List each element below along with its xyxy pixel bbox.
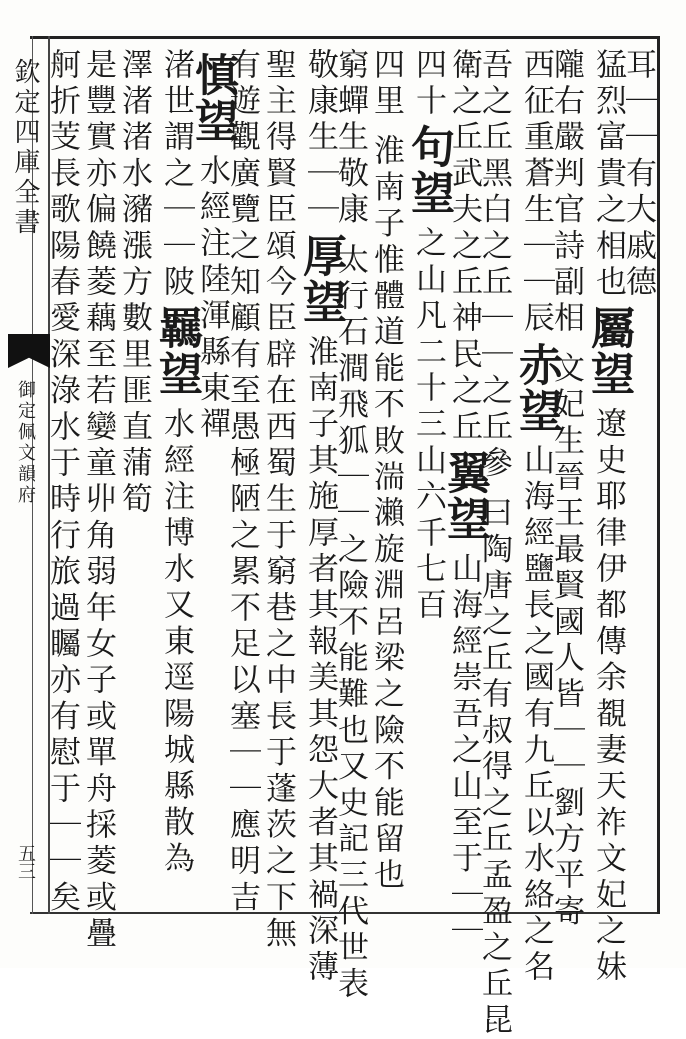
column-text: 渚世謂之｜｜陂 xyxy=(158,48,194,302)
column-text: 耳｜｜有大戚德 xyxy=(620,48,656,302)
column-text: 衛之丘武夫之丘神民之丘 xyxy=(446,48,482,447)
column-text: 之山凡二十三山六千七百 xyxy=(410,226,446,625)
column-text: 淮南子惟體道能不敗湍瀨旋淵呂梁之險不能留也 xyxy=(368,134,404,895)
text-column xyxy=(260,48,296,953)
column-text: 水經注博水又東逕陽城縣散為 xyxy=(158,407,194,879)
entry-heading: 屬望 xyxy=(583,305,634,398)
book-subtitle: 御定佩文韻府 xyxy=(15,380,36,506)
entry-heading: 赤望 xyxy=(511,341,562,434)
text-column xyxy=(403,48,454,910)
column-text: 敬康生｜｜ xyxy=(302,48,338,229)
column-text: 四里 xyxy=(368,48,404,121)
column-text: 淮南子其施厚者其報美其怨大者其禍深薄 xyxy=(302,335,338,987)
book-title: 欽定四庫全書 xyxy=(10,58,40,238)
column-text: 窮蟬生敬康 xyxy=(332,48,368,229)
column-text: 猛烈富貴之相也 xyxy=(590,48,626,302)
entry-heading: 翼望 xyxy=(439,450,490,543)
column-text: 西征重蒼生｜｜辰 xyxy=(518,48,554,338)
column-text: 吾之丘黑白之丘｜｜之丘參 xyxy=(476,48,512,483)
column-text: 水經注陸渾縣東禪 xyxy=(194,154,230,444)
entry-heading: 厚望 xyxy=(295,233,346,325)
page-margin-column xyxy=(8,44,48,904)
column-text: 是豐實亦偏饒菱藕至若孌童丱角弱年女子或單舟採菱或疊 xyxy=(80,48,116,953)
column-text: 遼史耶律伊都傳余覩妻天祚文妃之妹 xyxy=(590,407,626,987)
column-text: 山海經崇吾之山至于｜｜ xyxy=(446,552,482,951)
column-text: 隴右嚴判官詩副相 xyxy=(548,48,584,338)
text-column xyxy=(44,48,80,917)
frame-right-border xyxy=(657,36,660,914)
frame-top-border xyxy=(30,36,660,39)
text-column xyxy=(151,48,202,910)
column-text: 四十 xyxy=(410,48,446,121)
column-text: 澤渚渚水瀦漲方數里匪直蒲筍 xyxy=(116,48,152,519)
text-column xyxy=(295,48,346,987)
page-number: 五三 xyxy=(15,844,36,880)
text-column xyxy=(116,48,152,910)
column-text: 太行石澗飛狐｜｜之險不能難也又史記三代世表 xyxy=(332,243,368,1004)
text-column xyxy=(368,48,404,910)
column-text: 聖主得賢臣頌今臣辟在西蜀生于窮巷之中長于蓬茨之下無 xyxy=(260,48,296,953)
column-text: 舸折芰長歌陽春愛深淥水于時行旅過矚亦有慰于｜｜矣 xyxy=(44,48,80,917)
entry-heading: 羈望 xyxy=(151,305,202,398)
entry-heading: 慎望 xyxy=(187,52,238,144)
entry-heading: 句望 xyxy=(403,124,454,217)
column-text: 文妃生晉王最賢國人皆｜｜劉方平寄 xyxy=(548,351,584,931)
text-column xyxy=(511,48,562,987)
column-text: 曰陶唐之丘有叔得之丘孟盈之丘昆 xyxy=(476,496,512,1039)
column-text: 山海經鹽長之國有九丘以水絡之名 xyxy=(518,443,554,987)
text-column xyxy=(583,48,634,987)
column-text: 有遊觀廣覽之知顧有至愚極陋之累不足以塞｜｜應明吉 xyxy=(224,48,260,917)
text-column xyxy=(80,48,116,953)
